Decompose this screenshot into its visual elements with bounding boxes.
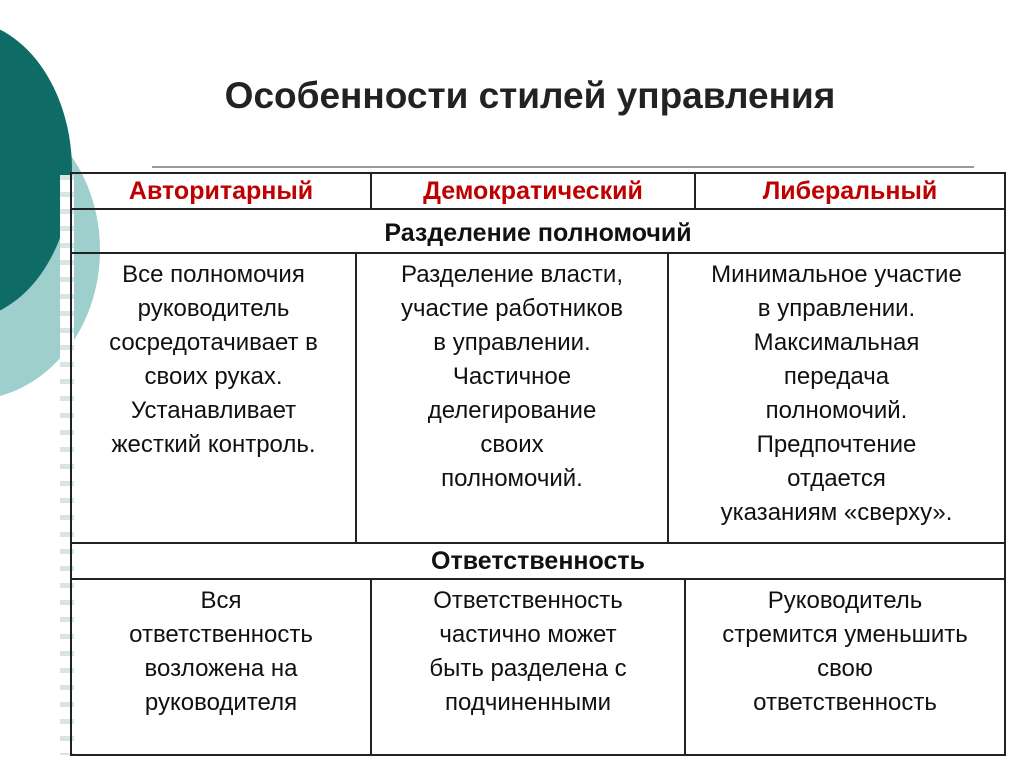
- page-title: Особенности стилей управления: [224, 75, 836, 116]
- cell-line: Все полномочия: [122, 261, 305, 288]
- cell-line: Минимальное участие: [711, 261, 962, 288]
- cell-line: в управлении.: [433, 329, 591, 356]
- cell-line: отдается: [787, 465, 886, 492]
- cell-line: стремится уменьшить: [722, 621, 968, 648]
- cell-line: ответственность: [753, 689, 937, 716]
- header-liberal: Либеральный: [762, 176, 938, 205]
- cell-line: Разделение власти,: [401, 261, 623, 288]
- cell-line: руководителя: [144, 689, 298, 716]
- cell-authority-liberal: [669, 254, 1004, 530]
- decorative-circle-dark: [0, 20, 72, 320]
- cell-line: возложена на: [144, 655, 298, 682]
- cell-line: частично может: [439, 621, 617, 648]
- header-authoritarian: Авторитарный: [128, 176, 314, 205]
- cell-line: полномочий.: [765, 397, 908, 424]
- cell-line: Максимальная: [753, 329, 920, 356]
- cell-line: ответственность: [129, 621, 313, 648]
- cell-line: Частичное: [452, 363, 572, 390]
- cell-line: делегирование: [427, 397, 597, 424]
- cell-authority-authoritarian: [72, 254, 355, 462]
- cell-line: Руководитель: [767, 587, 923, 614]
- section-title-responsibility: Ответственность: [431, 546, 645, 575]
- cell-line: передача: [783, 363, 890, 390]
- cell-line: своих: [480, 431, 544, 458]
- cell-responsibility-democratic: [372, 580, 684, 720]
- cell-responsibility-authoritarian: [72, 580, 370, 720]
- cell-line: участие работников: [400, 295, 624, 322]
- cell-line: руководитель: [137, 295, 290, 322]
- cell-line: полномочий.: [441, 465, 583, 492]
- cell-line: быть разделена с: [429, 655, 627, 682]
- cell-line: Предпочтение: [756, 431, 917, 458]
- title-underline: [152, 166, 974, 168]
- header-democratic: Демократический: [423, 176, 643, 205]
- cell-authority-democratic: [357, 254, 667, 496]
- cell-line: в управлении.: [757, 295, 916, 322]
- cell-line: Ответственность: [433, 587, 623, 614]
- cell-line: сосредотачивает в: [109, 329, 318, 356]
- cell-line: свою: [817, 655, 873, 682]
- cell-line: своих руках.: [144, 363, 283, 390]
- cell-line: указаниям «сверху».: [720, 499, 953, 526]
- cell-line: Вся: [200, 587, 242, 614]
- cell-line: подчиненными: [445, 689, 611, 716]
- cell-responsibility-liberal: [686, 580, 1004, 720]
- section-title-authority: Разделение полномочий: [384, 218, 692, 247]
- cell-line: жесткий контроль.: [111, 431, 316, 458]
- cell-line: Устанавливает: [130, 397, 297, 424]
